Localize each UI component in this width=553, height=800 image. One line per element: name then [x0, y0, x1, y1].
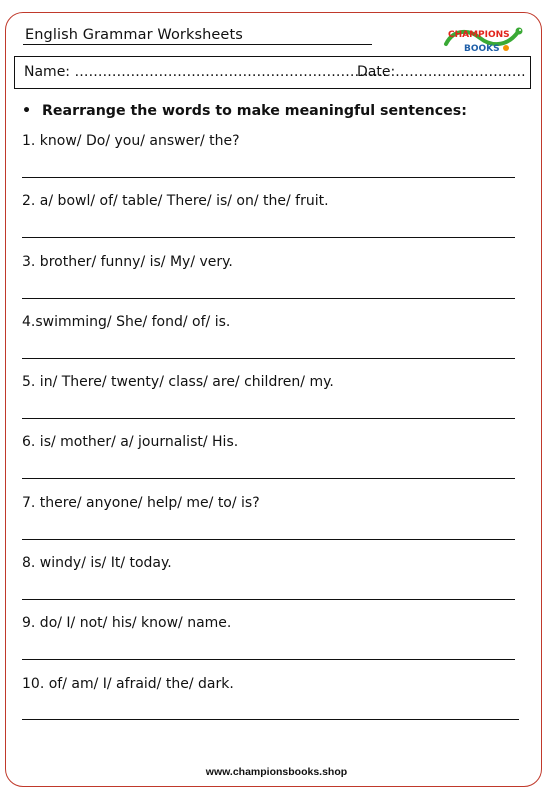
question-6: 6. is/ mother/ a/ journalist/ His.	[22, 434, 239, 450]
page-border	[5, 12, 542, 787]
answer-line-3[interactable]	[22, 298, 515, 299]
date-field[interactable]: Date:……………………….	[357, 64, 526, 80]
answer-line-4[interactable]	[22, 358, 515, 359]
question-2: 2. a/ bowl/ of/ table/ There/ is/ on/ the/ fruit.	[22, 193, 329, 209]
answer-line-8[interactable]	[22, 599, 515, 600]
name-date-box	[14, 56, 531, 89]
question-3: 3. brother/ funny/ is/ My/ very.	[22, 254, 233, 270]
title-underline	[23, 44, 372, 45]
answer-line-7[interactable]	[22, 539, 515, 540]
footer-url[interactable]: www.championsbooks.shop	[205, 766, 348, 778]
champions-books-logo	[440, 22, 524, 56]
question-1: 1. know/ Do/ you/ answer/ the?	[22, 133, 240, 149]
answer-line-10[interactable]	[22, 719, 519, 720]
answer-line-5[interactable]	[22, 418, 515, 419]
bullet-icon: •	[22, 103, 32, 119]
question-10: 10. of/ am/ I/ afraid/ the/ dark.	[22, 676, 234, 692]
logo-text-top: CHAMPIONS	[448, 30, 510, 40]
question-4: 4.swimming/ She/ fond/ of/ is.	[22, 314, 231, 330]
question-7: 7. there/ anyone/ help/ me/ to/ is?	[22, 495, 260, 511]
instruction	[22, 103, 467, 119]
question-9: 9. do/ I/ not/ his/ know/ name.	[22, 615, 232, 631]
answer-line-2[interactable]	[22, 237, 515, 238]
logo-text-bottom: BOOKS	[464, 44, 500, 54]
instruction-text: Rearrange the words to make meaningful sentences:	[42, 103, 467, 119]
question-8: 8. windy/ is/ It/ today.	[22, 555, 172, 571]
question-5: 5. in/ There/ twenty/ class/ are/ children/ my.	[22, 374, 334, 390]
worksheet-title: English Grammar Worksheets	[25, 27, 243, 43]
answer-line-1[interactable]	[22, 177, 515, 178]
answer-line-6[interactable]	[22, 478, 515, 479]
answer-line-9[interactable]	[22, 659, 515, 660]
name-field[interactable]: Name: ………………………………………………………….	[24, 64, 387, 80]
